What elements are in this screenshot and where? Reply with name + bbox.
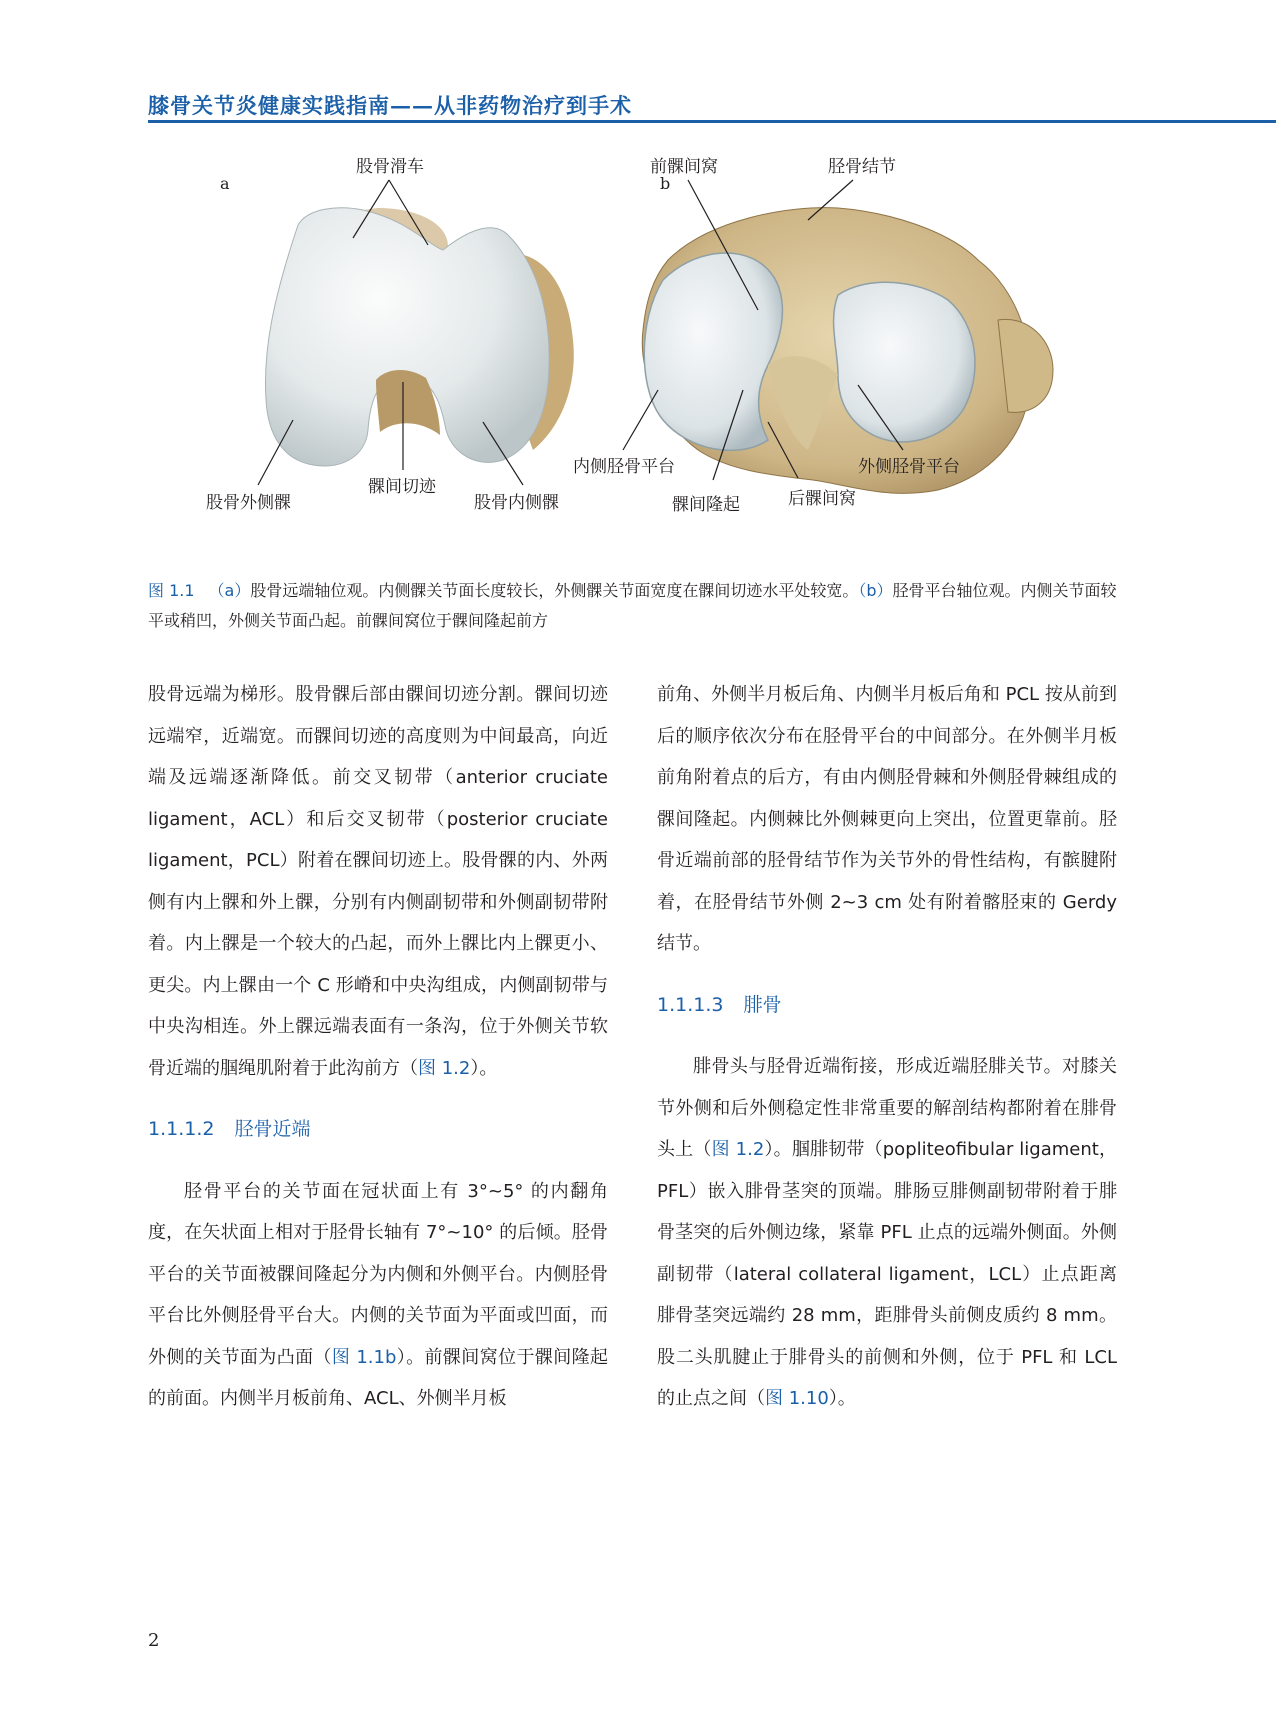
left-paragraph-2 bbox=[148, 1171, 608, 1420]
ref-figure-1-10[interactable]: 图 1.10 bbox=[765, 1388, 829, 1409]
caption-text-a: 股骨远端轴位观。内侧髁关节面长度较长，外侧髁关节面宽度在髁间切迹水平处较宽。 bbox=[250, 581, 859, 600]
section-title: 腓骨 bbox=[743, 993, 782, 1016]
right-paragraph-1: 前角、外侧半月板后角、内侧半月板后角和 PCL 按从前到后的顺序依次分布在胫骨平台的中间部分。在外侧半月板前角附着点的后方，有由内侧胫骨棘和外侧胫骨棘组成的髁间隆起。内侧棘比外侧棘更向上突出，位置更靠前。胫骨近端前部的胫骨结节作为关节外的骨性结构，有髌腱附着，在胫骨结节外侧 2~3 cm 处有附着髂胫束的 Gerdy 结节。 bbox=[657, 684, 1117, 954]
left-para2-text: 胫骨平台的关节面在冠状面上有 3°~5° 的内翻角度，在矢状面上相对于胫骨长轴有 7°~10° 的后倾。胫骨平台的关节面被髁间隆起分为内侧和外侧平台。内侧胫骨平台比外侧胫骨平台大。内侧的关节面为平面或凹面，而外侧的关节面为凸面（ bbox=[148, 1180, 608, 1368]
label-intercondylar-notch: 髁间切迹 bbox=[368, 477, 436, 497]
section-heading-1-1-1-2 bbox=[148, 1109, 608, 1151]
right-para2-text: 腓骨头与胫骨近端衔接，形成近端胫腓关节。对膝关节外侧和后外侧稳定性非常重要的解剖结构都附着在腓骨头上（ bbox=[657, 1056, 1117, 1160]
caption-text-b: 胫骨平台轴位观。内侧关节面较平或稍凹，外侧关节面凸起。前髁间窝位于髁间隆起前方 bbox=[148, 581, 1117, 630]
label-tibial-tuberosity: 胫骨结节 bbox=[828, 157, 896, 177]
left-para2-end: ）。前髁间窝位于髁间隆起的前面。内侧半月板前角、ACL、外侧半月板 bbox=[148, 1346, 608, 1409]
right-paragraph-2 bbox=[657, 1046, 1117, 1420]
label-femoral-trochlea: 股骨滑车 bbox=[356, 157, 424, 177]
ref-figure-1-1b[interactable]: 图 1.1b bbox=[331, 1346, 397, 1368]
running-header bbox=[0, 84, 1276, 124]
left-para1-text: 股骨远端为梯形。股骨髁后部由髁间切迹分割。髁间切迹远端窄，近端宽。而髁间切迹的高度则为中间最高，向近端及远端逐渐降低。前交叉韧带（anterior cruciate ligament，ACL）和后交叉韧带（posterior cruciate ligament，PCL）附着在髁间切迹上。股骨髁的内、外两侧有内上髁和外上髁，分别有内侧副韧带和外侧副韧带附着。内上髁是一个较大的凸起，而外上髁比内上髁更小、更尖。内上髁由一个 C 形嵴和中央沟组成，内侧副韧带与中央沟相连。外上髁远端表面有一条沟，位于外侧关节软骨近端的腘绳肌附着于此沟前方（ bbox=[148, 684, 608, 1079]
right-para2-end: ）。 bbox=[828, 1388, 856, 1409]
label-anterior-intercondylar-fossa: 前髁间窝 bbox=[650, 157, 718, 177]
section-heading-1-1-1-3 bbox=[657, 985, 1117, 1027]
section-number: 1.1.1.2 bbox=[148, 1118, 215, 1140]
distal-femur-drawing bbox=[265, 208, 573, 466]
caption-letter-b: （b） bbox=[858, 581, 893, 600]
left-para1-end: ）。 bbox=[470, 1057, 498, 1079]
section-title: 胫骨近端 bbox=[234, 1118, 311, 1140]
right-column bbox=[657, 674, 1117, 1420]
section-number: 1.1.1.3 bbox=[657, 993, 724, 1016]
left-paragraph-1 bbox=[148, 674, 608, 1089]
page-number: 2 bbox=[148, 1630, 160, 1651]
figure-illustration bbox=[148, 150, 1128, 560]
right-para2-mid: ）。腘腓韧带（popliteofibular ligament，PFL）嵌入腓骨茎突的顶端。腓肠豆腓侧副韧带附着于腓骨茎突的后外侧边缘，紧靠 PFL 止点的远端外侧面。外侧副韧带（lateral collateral ligament，LCL）止点距离腓骨茎突远端约 28 mm，距腓骨头前侧皮质约 8 mm。股二头肌腱止于腓骨头的前侧和外侧，位于 PFL 和 LCL 的止点之间（ bbox=[657, 1139, 1117, 1409]
label-lateral-femoral-condyle: 股骨外侧髁 bbox=[206, 493, 291, 513]
running-header-title: 膝骨关节炎健康实践指南——从非药物治疗到手术 bbox=[148, 93, 632, 118]
ref-figure-1-2[interactable]: 图 1.2 bbox=[418, 1057, 471, 1079]
panel-label-b: b bbox=[660, 174, 671, 193]
left-column bbox=[148, 674, 608, 1420]
caption-letter-a: （a） bbox=[208, 581, 251, 600]
tibial-plateau-drawing bbox=[642, 208, 1053, 494]
label-medial-tibial-plateau: 内侧胫骨平台 bbox=[573, 457, 675, 477]
panel-label-a: a bbox=[220, 174, 230, 193]
figure-caption bbox=[148, 576, 1128, 636]
ref-figure-1-2[interactable]: 图 1.2 bbox=[711, 1139, 765, 1160]
header-rule bbox=[148, 120, 1276, 123]
figure-1-1 bbox=[148, 150, 1128, 560]
caption-number: 图 1.1 bbox=[148, 581, 195, 600]
label-lateral-tibial-plateau: 外侧胫骨平台 bbox=[858, 457, 960, 477]
label-intercondylar-eminence: 髁间隆起 bbox=[672, 495, 740, 515]
label-posterior-intercondylar-fossa: 后髁间窝 bbox=[788, 489, 856, 509]
label-medial-femoral-condyle: 股骨内侧髁 bbox=[474, 493, 559, 513]
